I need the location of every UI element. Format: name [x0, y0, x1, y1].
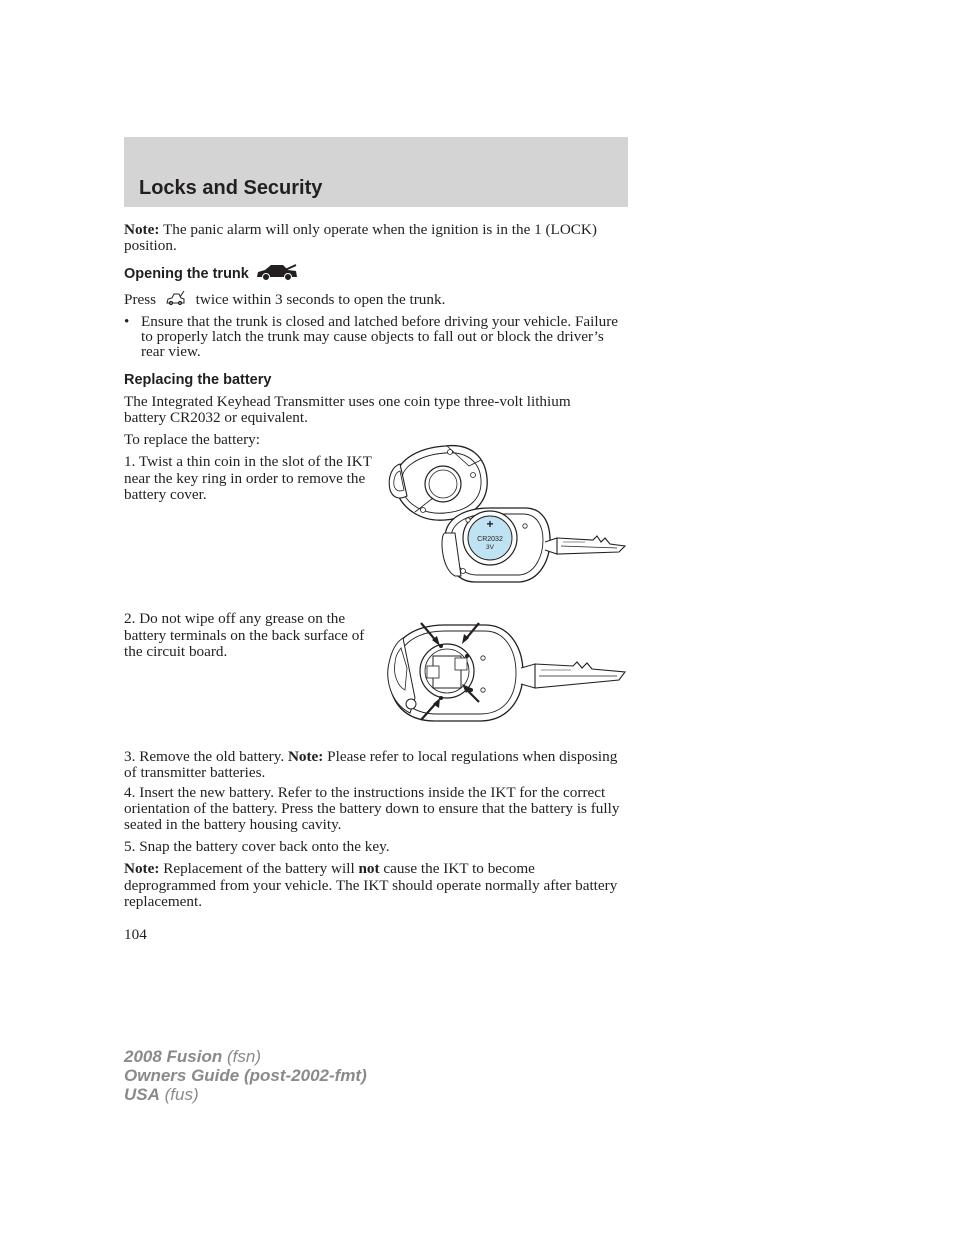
footer-line-2 [124, 1066, 367, 1085]
step-4: 4. Insert the new battery. Refer to the instructions inside the IKT for the correct orientation of the battery. Press the battery down to ensure that the battery is fully seated in the battery housing cavity. [124, 784, 620, 833]
section-header-band [124, 137, 628, 207]
footer-model-code: (fsn) [227, 1047, 261, 1066]
coin-voltage-label: 3V [486, 544, 494, 551]
key-body-illustration [442, 508, 625, 582]
press-after-text: twice within 3 seconds to open the trunk. [195, 291, 446, 308]
bullet-dot: • [124, 313, 130, 330]
note-panic-alarm [124, 222, 628, 254]
car-trunk-icon [255, 262, 299, 282]
footer-line-3 [124, 1085, 367, 1104]
note-battery-replacement [124, 861, 628, 911]
footer-market-code: (fus) [164, 1085, 199, 1104]
step-1: 1. Twist a thin coin in the slot of the IKT near the key ring in order to remove the battery cover. [124, 453, 372, 503]
step-2: 2. Do not wipe off any grease on the battery terminals on the back surface of the circuit board. [124, 610, 365, 660]
heading-replacing-battery: Replacing the battery [124, 372, 272, 388]
bullet-text: Ensure that the trunk is closed and latched before driving your vehicle. Failure to properly latch the trunk may cause objects to fall out or block the driver’s rear view. [141, 313, 618, 360]
note-2-emphasis: not [358, 860, 380, 877]
section-title: Locks and Security [139, 177, 323, 199]
heading-opening-trunk [124, 266, 299, 282]
battery-intro: The Integrated Keyhead Transmitter uses one coin type three-volt lithium battery CR2032 or equivalent. [124, 393, 571, 426]
trunk-release-icon [164, 289, 186, 307]
battery-cover-illustration [389, 446, 487, 521]
press-trunk-instruction [124, 292, 628, 308]
footer-guide: Owners Guide (post-2002-fmt) [124, 1066, 367, 1085]
step-3-note-text: Please refer to local regulations when disposing of transmitter batteries. [124, 748, 618, 781]
step-5: 5. Snap the battery cover back onto the key. [124, 838, 390, 855]
note-2-pre: Replacement of the battery will [163, 860, 355, 877]
circuit-board-terminals-figure [385, 618, 629, 724]
key-fob-battery-figure [385, 438, 629, 586]
press-text: Press [124, 291, 157, 308]
coin-plus-label: + [486, 517, 494, 531]
note-label: Note: [124, 221, 160, 238]
footer-line-1 [124, 1047, 367, 1066]
footer-market: USA [124, 1085, 160, 1104]
step-3-note-label: Note: [287, 748, 324, 765]
note-2-label: Note: [124, 860, 160, 877]
note-text: The panic alarm will only operate when the ignition is in the 1 (LOCK) position. [124, 221, 597, 254]
battery-to-replace: To replace the battery: [124, 431, 260, 448]
heading-text: Opening the trunk [124, 266, 249, 282]
document-footer [124, 1047, 367, 1104]
note-2-post: cause the IKT to become deprogrammed from your vehicle. The IKT should operate normally after battery replacement. [124, 860, 618, 910]
page-number: 104 [124, 926, 147, 943]
step-3 [124, 749, 628, 781]
step-3-text: 3. Remove the old battery. [124, 748, 285, 765]
coin-model-label: CR2032 [477, 536, 503, 543]
footer-model: 2008 Fusion [124, 1047, 223, 1066]
